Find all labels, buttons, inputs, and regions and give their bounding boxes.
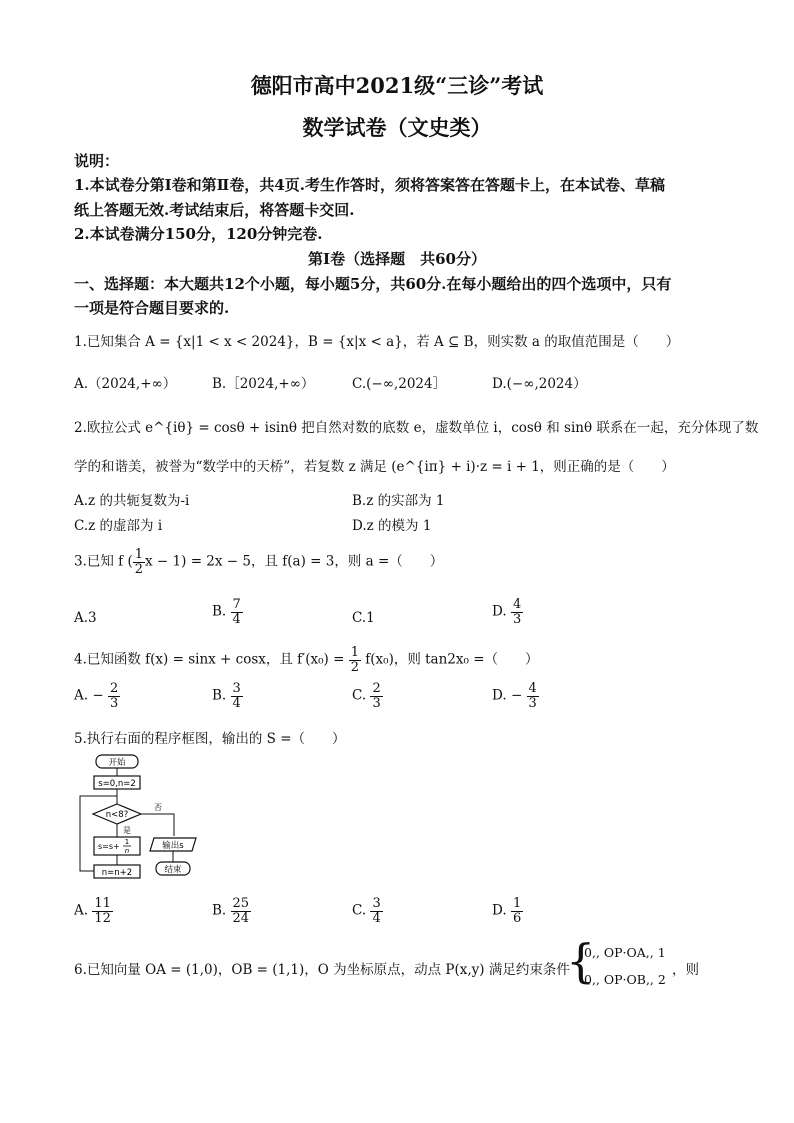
q5-option-c-num: 3 — [372, 896, 381, 911]
q5-option-c-label: C. — [352, 902, 367, 919]
q6-constraint-brace: { — [566, 934, 596, 988]
section-intro-1: 一、选择题：本大题共12个小题，每小题5分，共60分.在每小题给出的四个选项中，只有 — [74, 275, 672, 293]
q3-option-d-num: 4 — [512, 597, 522, 612]
q4-stem-den: 2 — [350, 659, 359, 675]
q4-option-a-num: 2 — [109, 681, 119, 696]
q5-option-c-fraction — [370, 897, 382, 925]
section-title: 第Ⅰ卷（选择题 共60分） — [308, 250, 486, 268]
q5-option-c — [352, 897, 383, 925]
q5-option-d-num: 1 — [512, 896, 522, 911]
q3-arg-open: ( — [127, 553, 133, 570]
q5-option-d-den: 6 — [512, 910, 522, 926]
q5-option-b-fraction — [231, 897, 252, 925]
q3-arg-num: 1 — [134, 547, 144, 562]
q4-option-d-num: 4 — [528, 681, 537, 696]
q4-option-c-label: C. — [352, 687, 367, 704]
q3-arg-close: x − 1) — [145, 553, 187, 570]
flow-no-label: 否 — [154, 803, 162, 812]
q5-option-b-label: B. — [212, 902, 227, 919]
q4-option-b-den: 4 — [232, 695, 241, 711]
flow-init-text: s=0,n=2 — [98, 779, 136, 789]
q5-flowchart — [74, 752, 214, 892]
q5-option-a-fraction — [92, 897, 113, 925]
q4-option-c-fraction — [370, 682, 382, 710]
q3-stem-post: = 2x − 5，且 f(a) = 3，则 a =（ ） — [190, 553, 444, 570]
q4-option-a-fraction — [108, 682, 120, 710]
exam-subtitle: 数学试卷（文史类） — [302, 115, 492, 140]
flow-yes-label: 是 — [123, 826, 131, 835]
q3-stem — [74, 548, 443, 576]
q4-option-a-sign: − — [92, 687, 104, 704]
q5-option-a-num: 11 — [94, 896, 111, 911]
q5-option-b — [212, 897, 251, 925]
q5-option-d-label: D. — [492, 902, 507, 919]
q4-option-d — [492, 682, 539, 710]
q6-constraint-1: 0,, OP·OA,, 1 — [584, 945, 666, 960]
q3-stem-pre: 3.已知 f — [74, 553, 124, 570]
q3-option-c: C.1 — [352, 610, 375, 626]
flow-start-text: 开始 — [108, 758, 126, 768]
q1-option-d: D.(−∞,2024） — [492, 376, 587, 392]
flow-update-num: 1 — [124, 838, 130, 846]
q3-arg-fraction — [133, 548, 145, 576]
flow-incr-text: n=n+2 — [101, 868, 133, 878]
q1-option-a: A.（2024,+∞） — [74, 376, 177, 392]
exam-title: 德阳市高中2021级“三诊”考试 — [250, 73, 544, 98]
q3-option-b-den: 4 — [232, 611, 241, 627]
q5-option-d — [492, 897, 523, 925]
q4-stem-num: 1 — [350, 645, 359, 660]
q4-stem-post: f(x₀)，则 tan2x₀ =（ ） — [365, 651, 539, 668]
q2-option-a: A.z 的共轭复数为-i — [74, 493, 190, 509]
notes-line-2: 纸上答题无效.考试结束后，将答题卡交回. — [74, 201, 355, 219]
q4-option-a — [74, 682, 120, 710]
q4-option-c-den: 3 — [372, 695, 381, 711]
q4-option-a-den: 3 — [109, 695, 119, 711]
flow-loop-back — [80, 796, 117, 871]
q5-option-b-num: 25 — [232, 896, 250, 911]
q6-stem: 6.已知向量 OA = (1,0)，OB = (1,1)，O 为坐标原点，动点 P(x,y) 满足约束条件 — [74, 962, 570, 978]
q4-stem — [74, 646, 539, 674]
flow-update-den: n — [124, 847, 130, 855]
q3-option-d-label: D. — [492, 603, 507, 620]
flow-update-text: s=s+ — [98, 842, 120, 851]
flow-output-text: 输出s — [162, 841, 184, 851]
q3-option-b-num: 7 — [232, 597, 241, 612]
q4-option-b — [212, 682, 243, 710]
q2-option-c: C.z 的虚部为 i — [74, 518, 163, 534]
q4-stem-fraction — [349, 646, 361, 674]
flow-condition-text: n<8? — [105, 810, 129, 820]
notes-line-3: 2.本试卷满分150分，120分钟完卷. — [74, 225, 323, 243]
q5-option-a-label: A. — [74, 902, 89, 919]
q1-stem: 1.已知集合 A = {x|1 < x < 2024}，B = {x|x < a}，若 A ⊆ B，则实数 a 的取值范围是（ ） — [74, 334, 680, 350]
q3-arg-den: 2 — [134, 561, 144, 577]
flow-end-text: 结束 — [164, 865, 182, 875]
q5-option-a — [74, 897, 113, 925]
q4-option-b-num: 3 — [232, 681, 241, 696]
q5-option-b-den: 24 — [232, 910, 250, 926]
q2-option-d: D.z 的模为 1 — [352, 518, 432, 534]
q3-option-d-den: 3 — [512, 611, 522, 627]
q4-option-c-num: 2 — [372, 681, 381, 696]
q6-tail: ，则 — [672, 962, 699, 978]
q4-option-b-fraction — [231, 682, 243, 710]
q5-stem: 5.执行右面的程序框图，输出的 S =（ ） — [74, 731, 346, 747]
q3-option-b-label: B. — [212, 603, 227, 620]
q4-stem-pre: 4.已知函数 f(x) = sinx + cosx，且 f′(x₀) = — [74, 651, 345, 668]
q1-option-c: C.(−∞,2024］ — [352, 376, 447, 392]
flow-no-branch — [141, 814, 174, 836]
q4-option-d-den: 3 — [528, 695, 537, 711]
q4-option-a-label: A. — [74, 687, 89, 704]
q2-option-b: B.z 的实部为 1 — [352, 493, 445, 509]
q3-option-d-fraction — [511, 598, 523, 626]
q4-option-c — [352, 682, 383, 710]
q3-option-a: A.3 — [74, 610, 97, 626]
q2-stem-line-1: 2.欧拉公式 e^{iθ} = cosθ + isinθ 把自然对数的底数 e，虚数单位 i，cosθ 和 sinθ 联系在一起，充分体现了数 — [74, 420, 759, 436]
q5-option-c-den: 4 — [372, 910, 381, 926]
q4-option-d-fraction — [527, 682, 539, 710]
q5-option-a-den: 12 — [94, 910, 111, 926]
notes-line-1: 1.本试卷分第Ⅰ卷和第Ⅱ卷，共4页.考生作答时，须将答案答在答题卡上，在本试卷、草稿 — [74, 176, 665, 194]
q6-constraint-2: 0,, OP·OB,, 2 — [584, 972, 666, 987]
q3-option-b — [212, 598, 243, 626]
section-intro-2: 一项是符合题目要求的. — [74, 299, 230, 317]
notes-label: 说明： — [74, 152, 120, 170]
q2-stem-line-2: 学的和谐美，被誉为“数学中的天桥”，若复数 z 满足 (e^{iπ} + i)·z = i + 1，则正确的是（ ） — [74, 459, 675, 475]
q3-option-b-fraction — [231, 598, 243, 626]
q3-option-d — [492, 598, 523, 626]
q4-option-d-label: D. — [492, 687, 507, 704]
q4-option-b-label: B. — [212, 687, 227, 704]
q4-option-d-sign: − — [510, 687, 523, 704]
q1-option-b: B.［2024,+∞） — [212, 376, 315, 392]
q5-option-d-fraction — [511, 897, 523, 925]
